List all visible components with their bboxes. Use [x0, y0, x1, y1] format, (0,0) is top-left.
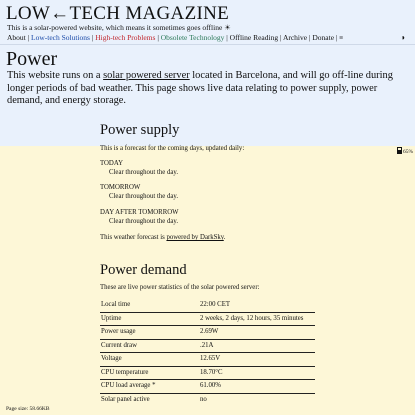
stat-value: 18.70°C [198, 366, 315, 380]
stat-label: Local time [100, 299, 198, 312]
theme-toggle-icon[interactable]: ◑ [400, 33, 405, 42]
power-stats-table [100, 299, 315, 406]
stat-label: CPU temperature [100, 366, 198, 380]
rss-icon[interactable]: ≡ [339, 34, 344, 42]
main-nav [7, 33, 343, 43]
nav-hightech[interactable]: High-tech Problems [95, 33, 156, 42]
nav-lowtech[interactable]: Low-tech Solutions [31, 33, 90, 42]
header-band [0, 0, 415, 146]
table-row [100, 299, 315, 312]
stat-value: 12.65V [198, 353, 315, 367]
stat-value: 61.00% [198, 380, 315, 394]
table-row [100, 393, 315, 406]
table-row [100, 353, 315, 367]
nav-separator: | [157, 33, 159, 42]
credit-text: This weather forecast is [100, 234, 167, 241]
stat-value: no [200, 395, 207, 403]
nav-offline[interactable]: Offline Reading [229, 33, 279, 42]
stat-label: Uptime [100, 312, 198, 326]
nav-divider [0, 44, 415, 45]
darksky-link[interactable]: powered by DarkSky [166, 234, 224, 241]
nav-archive[interactable]: Archive [282, 33, 308, 42]
forecast-credit [100, 234, 225, 242]
table-row [100, 312, 315, 326]
stat-label: Solar panel active [101, 395, 150, 403]
nav-separator: | [335, 33, 338, 42]
site-title[interactable]: LOW←TECH MAGAZINE [6, 3, 230, 24]
table-row [100, 339, 315, 353]
forecast-day-label: TOMORROW [100, 184, 141, 191]
intro-text-start: This website runs on a [7, 70, 104, 81]
stat-value: 2.69W [198, 326, 315, 340]
page-title: Power [6, 48, 58, 70]
table-row [100, 380, 315, 394]
nav-donate[interactable]: Donate [312, 33, 335, 42]
power-supply-heading: Power supply [100, 122, 180, 138]
battery-label: 65% [403, 149, 414, 155]
demand-intro: These are live power statistics of the solar powered server: [100, 284, 260, 291]
stat-label: Current draw [100, 339, 198, 353]
stat-value: 22:00 CET [198, 299, 315, 312]
forecast-day-text: Clear throughout the day. [109, 193, 179, 200]
forecast-day-text: Clear throughout the day. [109, 169, 179, 176]
power-demand-heading: Power demand [100, 262, 187, 278]
site-tagline: This is a solar-powered website, which means it sometimes goes offline ☀ [7, 23, 231, 32]
table-row [100, 366, 315, 380]
battery-indicator [397, 147, 413, 156]
credit-end: . [223, 234, 226, 241]
nav-obsolete[interactable]: Obsolete Technology [160, 33, 225, 42]
nav-separator: | [226, 33, 228, 42]
forecast-day-text: Clear throughout the day. [109, 218, 179, 225]
nav-separator: | [279, 33, 282, 42]
forecast-day-label: TODAY [100, 160, 124, 167]
nav-separator: | [27, 33, 30, 42]
stat-label: CPU load average * [100, 380, 198, 394]
forecast-day-label: DAY AFTER TOMORROW [100, 209, 179, 216]
forecast-intro: This is a forecast for the coming days, updated daily: [100, 145, 245, 152]
solar-server-link[interactable]: solar powered server [103, 70, 190, 81]
page-intro [7, 70, 409, 108]
stat-label: Voltage [100, 353, 198, 367]
stat-label: Power usage [100, 326, 198, 340]
nav-separator: | [308, 33, 311, 42]
stat-value: 2 weeks, 2 days, 12 hours, 35 minutes [198, 312, 315, 326]
nav-about[interactable]: About [7, 33, 26, 42]
stat-value: .21A [198, 339, 315, 353]
table-row [100, 326, 315, 340]
battery-icon [397, 147, 402, 154]
intro-text-end: located in Barcelona, and will go off-line during longer periods of bad weather. This page shows live data relating to power supply, power demand, and energy storage. [7, 70, 393, 106]
nav-separator: | [91, 33, 94, 42]
page-size-indicator: Page size: 58.66KB [6, 406, 50, 412]
